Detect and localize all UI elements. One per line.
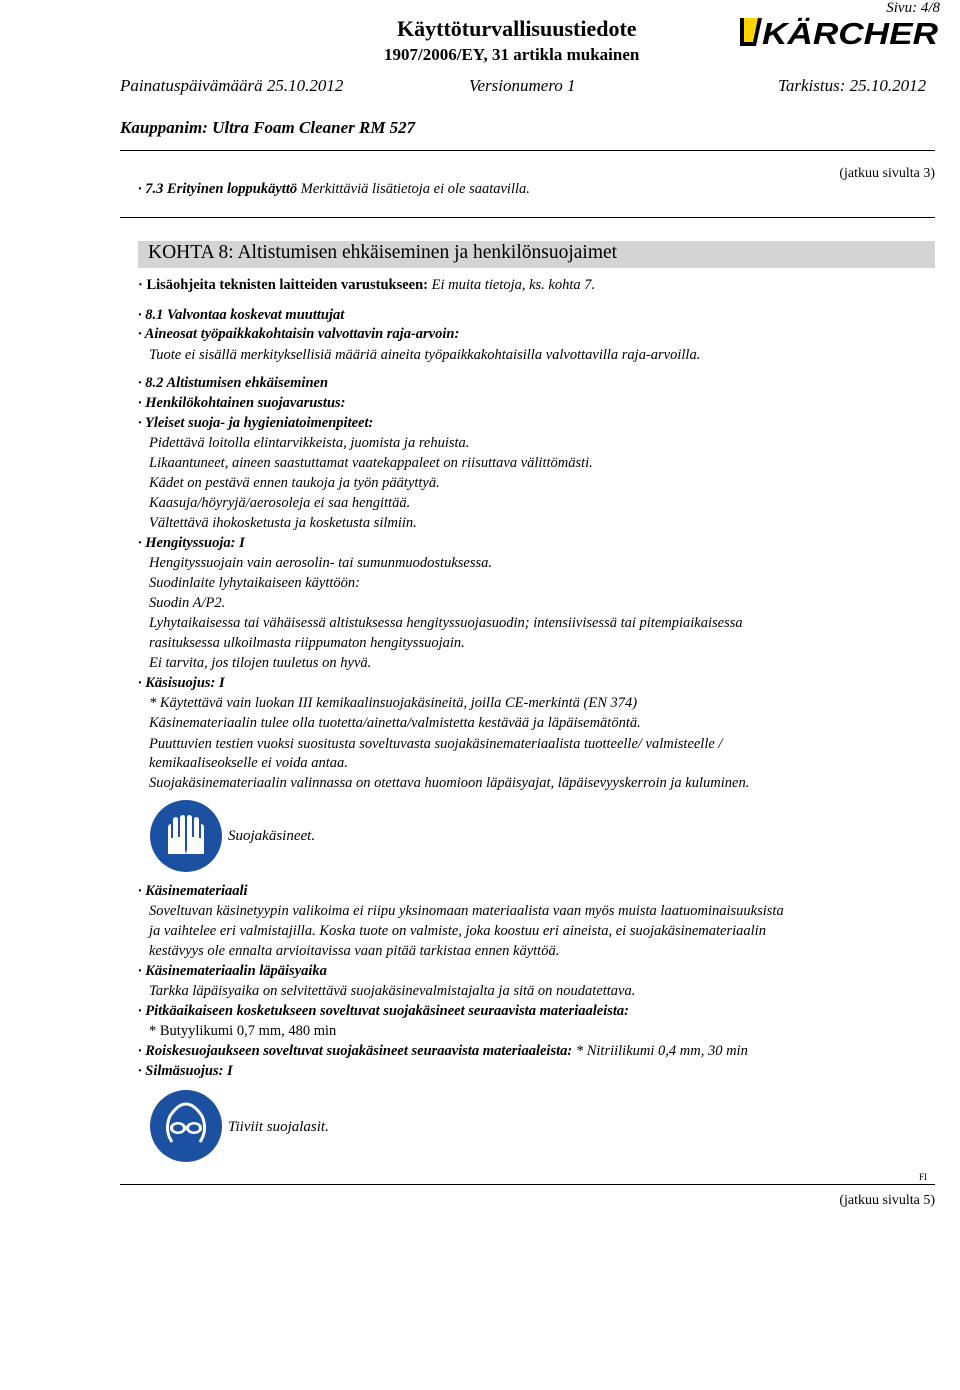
technical-equipment-text: Ei muita tietoja, ks. kohta 7.	[431, 277, 596, 293]
splash-protection-label: · Roiskesuojaukseen soveltuvat suojakäsineet seuraavista materiaaleista:	[138, 1043, 573, 1059]
hygiene-line-3: Kädet on pestävä ennen taukoja ja työn päätyttyä.	[149, 475, 440, 491]
glove-material-heading: · Käsinemateriaali	[138, 883, 248, 899]
hand-line-1: * Käytettävä vain luokan III kemikaalinsuojakäsineitä, joilla CE-merkintä (EN 374)	[149, 695, 638, 711]
print-date: Painatuspäivämäärä 25.10.2012	[120, 76, 344, 95]
continued-from: (jatkuu sivulta 3)	[839, 166, 935, 181]
ppe-heading: · Henkilökohtainen suojavarustus:	[138, 395, 346, 411]
revision-date: Tarkistus: 25.10.2012	[778, 76, 927, 95]
version-number: Versionumero 1	[469, 76, 576, 95]
glove-material-line-1: Soveltuvan käsinetyypin valikoima ei riipu yksinomaan materiaalista vaan myös muista laatuominaisuuksista	[149, 903, 784, 919]
section-divider	[120, 217, 935, 218]
footer-divider	[120, 1184, 935, 1185]
respiratory-line-3: Suodin A/P2.	[149, 595, 226, 611]
splash-protection-text: * Nitriilikumi 0,4 mm, 30 min	[575, 1043, 748, 1059]
eye-protection-heading: · Silmäsuojus: I	[138, 1063, 233, 1079]
section-8-title: KOHTA 8: Altistumisen ehkäiseminen ja henkilönsuojaimet	[148, 242, 618, 263]
header-divider	[120, 150, 935, 151]
section-8-1-text: Tuote ei sisällä merkityksellisiä määriä aineita työpaikkakohtaisilla valvottavilla raja-arvoilla.	[149, 347, 701, 363]
goggles-caption: Tiiviit suojalasit.	[228, 1119, 329, 1135]
hand-line-3b: kemikaaliseokselle ei voida antaa.	[149, 755, 348, 771]
section-8-1-subheading: · Aineosat työpaikkakohtaisin valvottavin raja-arvoin:	[138, 326, 460, 342]
gloves-caption: Suojakäsineet.	[228, 828, 316, 844]
glove-material-line-2: ja vaihtelee eri valmistajilla. Koska tuote on valmiste, joka koostuu eri aineista, ei suojakäsinemateriaalin	[149, 923, 766, 939]
glove-material-line-3: kestävyys ole ennalta arvioitavissa vaan pitää tarkistaa ennen käyttöä.	[149, 943, 560, 959]
karcher-logo	[740, 16, 940, 48]
splash-protection-line	[138, 1041, 748, 1061]
section-8-2-heading: · 8.2 Altistumisen ehkäiseminen	[138, 375, 329, 391]
section-7-3-label: · 7.3 Erityinen loppukäyttö	[138, 181, 298, 197]
gloves-icon	[150, 800, 222, 872]
hand-line-2: Käsinemateriaalin tulee olla tuotetta/ainetta/valmistetta kestävää ja läpäisemätöntä.	[149, 715, 641, 731]
section-7-3-text: Merkittäviä lisätietoja ei ole saatavilla.	[300, 181, 530, 197]
hygiene-line-4: Kaasuja/höyryjä/aerosoleja ei saa hengittää.	[149, 495, 411, 511]
hand-line-3a: Puuttuvien testien vuoksi suositusta soveltuvasta suojakäsinemateriaalista tuotteelle/ valmisteelle /	[149, 736, 723, 752]
section-8-1-heading: · 8.1 Valvontaa koskevat muuttujat	[138, 307, 345, 323]
hygiene-heading: · Yleiset suoja- ja hygieniatoimenpiteet:	[138, 415, 374, 431]
penetration-time-heading: · Käsinemateriaalin läpäisyaika	[138, 963, 327, 979]
respiratory-line-4a: Lyhytaikaisessa tai vähäisessä altistuksessa hengityssuojasuodin; intensiivisessä tai pitempiaikaisessa	[149, 615, 743, 631]
respiratory-line-4b: rasituksessa ulkoilmasta riippumaton hengityssuojain.	[149, 635, 465, 651]
brand-name: KÄRCHER	[762, 16, 939, 48]
page-number: Sivu: 4/8	[886, 0, 940, 16]
technical-equipment-line	[138, 275, 595, 295]
long-contact-heading: · Pitkäaikaiseen kosketukseen soveltuvat suojakäsineet seuraavista materiaaleista:	[138, 1003, 629, 1019]
continued-to: (jatkuu sivulta 5)	[839, 1193, 935, 1208]
hygiene-line-1: Pidettävä loitolla elintarvikkeista, juomista ja rehuista.	[149, 435, 470, 451]
respiratory-line-2: Suodinlaite lyhytaikaiseen käyttöön:	[149, 575, 360, 591]
document-subtitle: 1907/2006/EY, 31 artikla mukainen	[384, 45, 640, 64]
hand-line-4: Suojakäsinemateriaalin valinnassa on otettava huomioon läpäisyajat, läpäisevyyskerroin ja kuluminen.	[149, 775, 750, 791]
technical-equipment-label: · Lisäohjeita teknisten laitteiden varustukseen:	[138, 277, 429, 293]
long-contact-text: * Butyylikumi 0,7 mm, 480 min	[149, 1023, 337, 1039]
product-name: Kauppanim: Ultra Foam Cleaner RM 527	[120, 118, 416, 137]
document-title: Käyttöturvallisuustiedote	[397, 16, 637, 41]
language-code: FI	[919, 1172, 928, 1182]
hygiene-line-2: Likaantuneet, aineen saastuttamat vaatekappaleet on riisuttava välittömästi.	[149, 455, 593, 471]
section-7-3	[138, 179, 530, 199]
hand-protection-heading: · Käsisuojus: I	[138, 675, 225, 691]
respiratory-line-1: Hengityssuojain vain aerosolin- tai sumunmuodostuksessa.	[149, 555, 493, 571]
hygiene-line-5: Vältettävä ihokosketusta ja kosketusta silmiin.	[149, 515, 417, 531]
respiratory-line-5: Ei tarvita, jos tilojen tuuletus on hyvä.	[149, 655, 372, 671]
respiratory-heading: · Hengityssuoja: I	[138, 535, 245, 551]
goggles-icon	[150, 1090, 222, 1162]
penetration-time-text: Tarkka läpäisyaika on selvitettävä suojakäsinevalmistajalta ja sitä on noudatettava.	[149, 983, 636, 999]
